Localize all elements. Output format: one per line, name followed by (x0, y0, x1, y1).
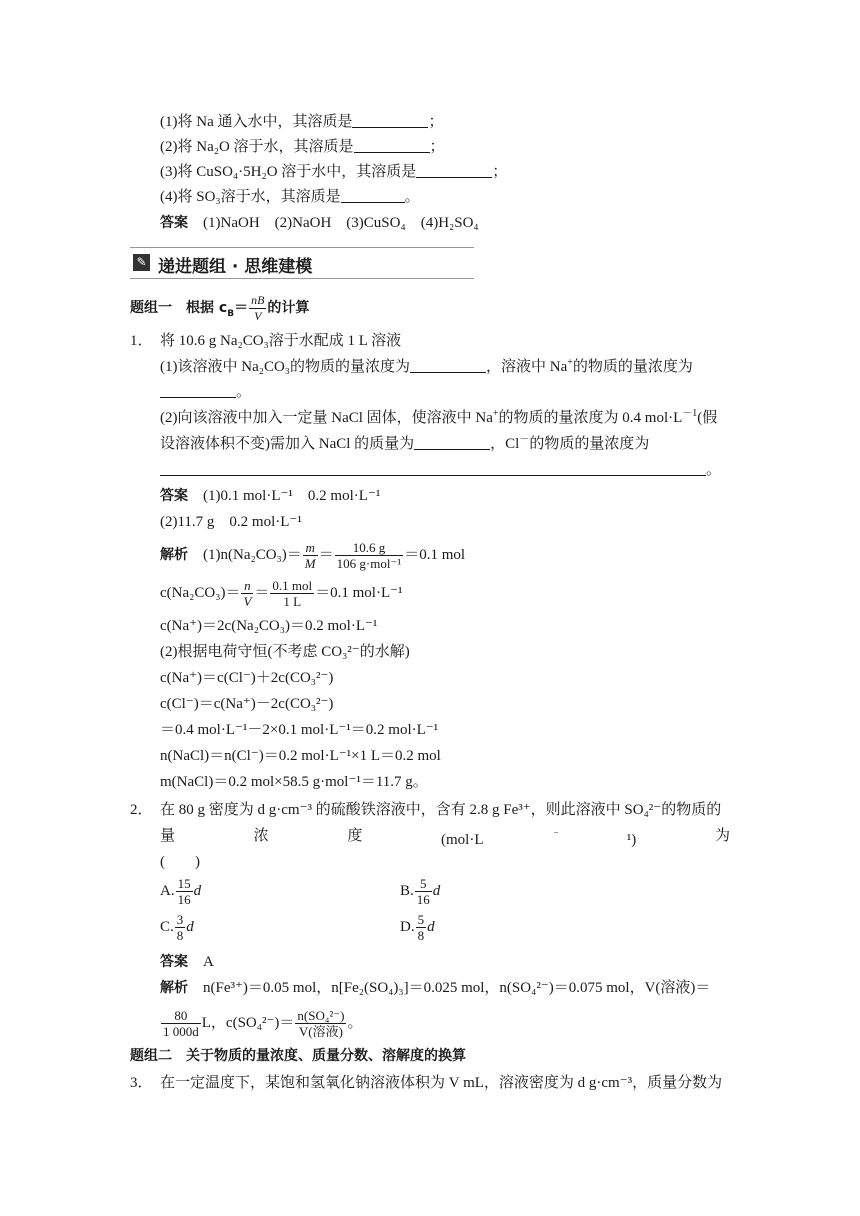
text: (1)n(Na₂CO₃)＝ (203, 546, 302, 563)
q2-analysis-1 (160, 978, 710, 998)
text: ，溶液中 Na (486, 359, 568, 375)
answer-text: A (203, 954, 214, 970)
q1-part2-line2: 设溶液体积不变)需加入 NaCl 的质量为 ，Cl－的物质的量浓度为 (160, 434, 650, 452)
answer-blank (352, 112, 428, 128)
intro-line-4 (160, 187, 420, 207)
word: 为 (714, 828, 730, 844)
q2-number: 2． (130, 802, 153, 818)
intro-line-3 (160, 162, 507, 182)
text: ； (428, 114, 444, 130)
answer-blank (416, 162, 492, 178)
section-header (130, 247, 474, 279)
numerator: n (241, 578, 253, 594)
q3-number: 3． (130, 1075, 153, 1091)
numerator: 3 (176, 912, 184, 927)
answer-blank (160, 382, 236, 398)
numerator: 10.6 g (335, 540, 404, 556)
group-title-text: 题组一 根据 c (130, 299, 228, 316)
text: ＝0.1 mol (404, 546, 466, 563)
unit-end: ¹) (626, 832, 637, 848)
q1-analysis-4: (2)根据电荷守恒(不考虑 CO₃²⁻的水解) (160, 644, 410, 660)
q2-option-c[interactable] (160, 912, 194, 943)
denominator: M (304, 556, 316, 571)
denominator: V(溶液) (298, 1024, 343, 1039)
text: 。 (404, 189, 420, 205)
denominator: 16 (177, 892, 191, 907)
q1-answer-2: (2)11.7 g 0.2 mol·L⁻¹ (160, 514, 302, 530)
denominator: 16 (416, 892, 430, 907)
fraction (303, 540, 318, 571)
text: 设溶液体积不变)需加入 NaCl 的质量为 (160, 436, 415, 452)
pencil-icon: ✎ (133, 254, 150, 271)
q1-analysis-1 (160, 540, 465, 571)
q1-part2-line3 (160, 460, 721, 480)
text: ＝ (318, 546, 334, 563)
text: (2)将 Na₂O 溶于水，其溶质是 (160, 139, 354, 155)
text: ＝ (254, 584, 270, 601)
q1-analysis-3: c(Na⁺)＝2c(Na₂CO₃)＝0.2 mol·L⁻¹ (160, 618, 378, 634)
text: n(Fe³⁺)＝0.05 mol，n[Fe₂(SO₄)₃]＝0.025 mol，n(SO₄²⁻)＝0.075 mol，V(溶液)＝ (203, 980, 711, 996)
text: 的物质的量浓度为 0.4 mol·L (498, 410, 683, 426)
numerator: nB (251, 293, 265, 307)
variable: d (427, 918, 435, 935)
text: (1)该溶液中 Na₂CO₃的物质的量浓度为 (160, 359, 411, 375)
intro-answer (160, 213, 479, 233)
text: c(Na₂CO₃)＝ (160, 584, 241, 601)
numerator: 80 (161, 1008, 201, 1024)
fraction (295, 1008, 346, 1039)
answer-label: 答案 (160, 488, 188, 504)
q1-analysis-7: ＝0.4 mol·L⁻¹－2×0.1 mol·L⁻¹＝0.2 mol·L⁻¹ (160, 722, 439, 738)
text: (2)向该溶液中加入一定量 NaCl 固体，使溶液中 Na (160, 410, 493, 426)
denominator: 8 (417, 928, 425, 943)
fraction (241, 578, 253, 609)
text: 的物质的量浓度为 (529, 436, 650, 452)
text: ； (429, 139, 445, 155)
fraction (270, 578, 314, 609)
q2-option-b[interactable] (400, 876, 440, 907)
word: 度 (347, 828, 363, 844)
q2-analysis-2 (160, 1008, 362, 1039)
word: 量 (160, 828, 176, 844)
text: 的物质的量浓度为 (572, 359, 693, 375)
text: 。 (347, 1014, 363, 1031)
answer-text: (1)0.1 mol·L⁻¹ 0.2 mol·L⁻¹ (203, 488, 381, 504)
intro-line-2 (160, 137, 445, 157)
option-label: C. (160, 918, 174, 935)
answer-label: 答案 (160, 954, 188, 970)
variable: d (432, 882, 441, 899)
analysis-label: 解析 (160, 980, 188, 996)
text: 。 (236, 384, 252, 400)
text: 。 (706, 462, 722, 478)
q3-stem: 在一定温度下，某饱和氢氧化钠溶液体积为 V mL，溶液密度为 d g·cm⁻³，质量分数为 (160, 1075, 723, 1091)
q2-option-d[interactable] (400, 912, 435, 943)
numerator: 0.1 mol (272, 578, 313, 593)
numerator: 5 (417, 912, 425, 927)
q1-analysis-2 (160, 578, 403, 609)
equals: ＝ (234, 299, 249, 316)
q1-part1-line1: (1)该溶液中 Na₂CO₃的物质的量浓度为 ，溶液中 Na+的物质的量浓度为 (160, 357, 693, 375)
option-label: A. (160, 882, 175, 899)
text: L，c(SO₄²⁻)＝ (201, 1014, 295, 1031)
fraction (249, 293, 266, 324)
answer-label: 答案 (160, 215, 188, 231)
variable: d (193, 882, 202, 899)
q1-answer (160, 486, 380, 506)
numerator: n(SO₄²⁻) (297, 1008, 345, 1023)
text: (1)将 Na 通入水中，其溶质是 (160, 114, 353, 130)
q1-number: 1． (130, 333, 153, 349)
fraction (415, 876, 432, 907)
denominator: V (243, 594, 252, 609)
intro-line-1 (160, 112, 444, 132)
q1-analysis-9: m(NaCl)＝0.2 mol×58.5 g·mol⁻¹＝11.7 g。 (160, 774, 428, 790)
q2-stem-1: 在 80 g 密度为 d g·cm⁻³ 的硫酸铁溶液中，含有 2.8 g Fe³⁺，则此溶液中 SO₄²⁻的物质的 (160, 802, 722, 818)
text: (假 (697, 410, 718, 426)
q1-analysis-8: n(NaCl)＝n(Cl⁻)＝0.2 mol·L⁻¹×1 L＝0.2 mol (160, 748, 441, 764)
numerator: m (303, 540, 318, 556)
word (441, 826, 636, 850)
word: 浓 (253, 828, 269, 844)
group1-title (130, 293, 309, 324)
q1-part1-line2 (160, 382, 251, 402)
q1-part2-line1: (2)向该溶液中加入一定量 NaCl 固体，使溶液中 Na+的物质的量浓度为 0.4 $mol\cdot L^{-1}$(假 (160, 408, 718, 426)
denominator: 1 000d (163, 1024, 199, 1039)
q1-analysis-6: c(Cl⁻)＝c(Na⁺)－2c(CO₃²⁻) (160, 696, 334, 712)
unit: (mol·L (441, 832, 484, 848)
group-title-end: 的计算 (267, 299, 310, 316)
fraction (176, 876, 193, 907)
numerator: 15 (177, 876, 191, 891)
fraction (416, 912, 427, 943)
text: ； (492, 164, 508, 180)
denominator: 8 (176, 928, 184, 943)
fraction (161, 1008, 201, 1039)
answer-blank (414, 434, 490, 450)
group2-title: 题组二 关于物质的量浓度、质量分数、溶解度的换算 (130, 1048, 466, 1064)
answer-blank (354, 137, 430, 153)
answer-text: (1)NaOH (2)NaOH (3)CuSO₄ (4)H₂SO₄ (203, 215, 479, 231)
option-label: D. (400, 918, 415, 935)
q1-analysis-5: c(Na⁺)＝c(Cl⁻)＋2c(CO₃²⁻) (160, 670, 334, 686)
q2-option-a[interactable] (160, 876, 201, 907)
q2-answer (160, 952, 214, 972)
answer-blank (410, 357, 486, 373)
section-title: 递进题组 · 思维建模 (158, 257, 313, 277)
analysis-label: 解析 (160, 546, 188, 563)
q1-stem: 将 10.6 g Na₂CO₃溶于水配成 1 L 溶液 (160, 333, 402, 349)
numerator: 5 (415, 876, 432, 892)
superscript: ⁻ (553, 830, 559, 841)
subscript: B (227, 308, 235, 319)
denominator: V (254, 309, 262, 323)
denominator: 106 g·mol⁻¹ (336, 556, 402, 571)
variable: d (186, 918, 194, 935)
option-label: B. (400, 882, 414, 899)
answer-blank (160, 460, 706, 476)
answer-blank (341, 187, 405, 203)
q2-paren: ( ) (160, 854, 200, 870)
fraction (335, 540, 404, 571)
text: ，Cl (490, 436, 520, 452)
text: (3)将 CuSO₄·5H₂O 溶于水中，其溶质是 (160, 164, 417, 180)
denominator: 1 L (283, 594, 302, 609)
fraction (175, 912, 186, 943)
text: (4)将 SO₃溶于水，其溶质是 (160, 189, 341, 205)
q2-stem-2 (160, 826, 730, 850)
text: ＝0.1 mol·L⁻¹ (315, 584, 403, 601)
